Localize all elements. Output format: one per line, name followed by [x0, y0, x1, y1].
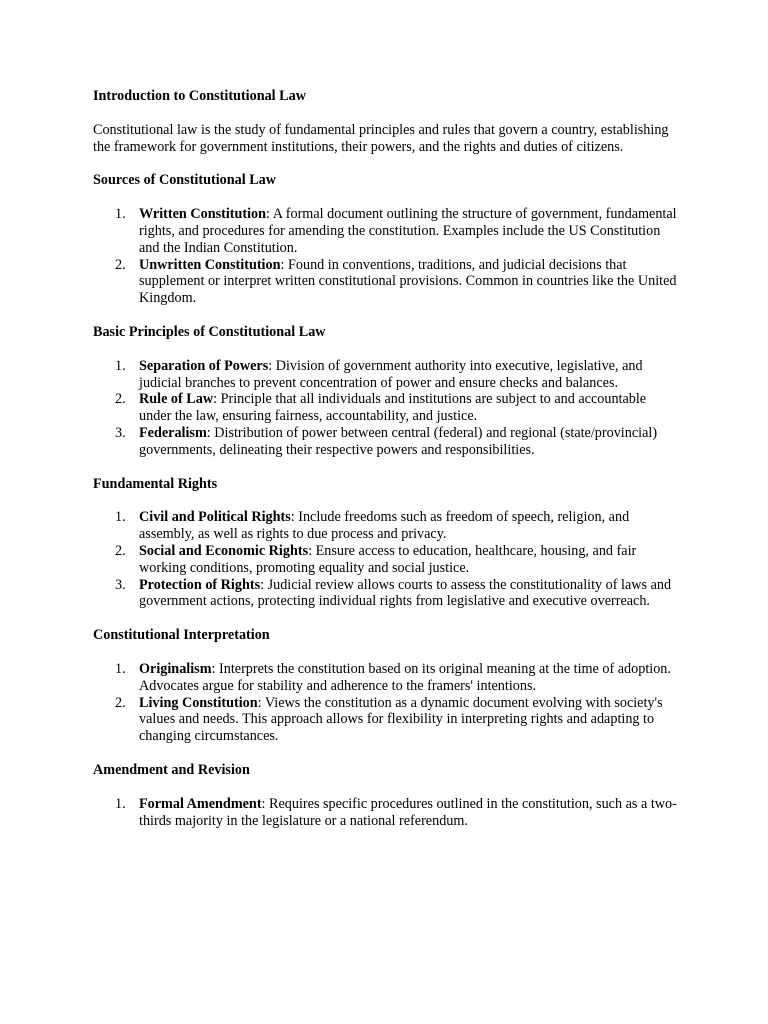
section-heading: Basic Principles of Constitutional Law — [93, 323, 326, 340]
list-item — [93, 206, 680, 256]
list-item — [93, 661, 680, 695]
list-item — [93, 796, 680, 830]
list-number: 1. — [115, 795, 126, 812]
document-title: Introduction to Constitutional Law — [93, 88, 306, 104]
list-item — [93, 425, 680, 459]
list-number: 1. — [115, 206, 126, 223]
list-item-term: Living Constitution — [139, 694, 258, 711]
list-number: 3. — [115, 424, 126, 441]
list-number: 2. — [115, 694, 126, 711]
list-item-term: Protection of Rights — [139, 576, 261, 593]
list-item-description: : Include freedoms such as freedom of speech, religion, and assembly, as well as rights to due process and privacy. — [139, 509, 630, 543]
numbered-list — [93, 358, 680, 459]
list-item — [93, 695, 680, 745]
list-item-term: Social and Economic Rights — [139, 542, 309, 559]
list-item-description: : Ensure access to education, healthcare, housing, and fair working conditions, promoting equality and social justice. — [139, 542, 637, 576]
list-item-term: Rule of Law — [139, 391, 214, 408]
list-item-description: : Division of government authority into executive, legislative, and judicial branches to prevent concentration of power and ensure checks and balances. — [139, 357, 643, 391]
list-item-description: : Judicial review allows courts to assess the constitutionality of laws and government actions, protecting individual rights from legislative and executive overreach. — [139, 576, 672, 610]
intro-paragraph: Constitutional law is the study of fundamental principles and rules that govern a country, establishing the framework for government institutions, their powers, and the rights and duties of citizens. — [93, 121, 669, 155]
section-basic-principles — [93, 324, 680, 459]
list-number: 1. — [115, 509, 126, 526]
section-heading: Amendment and Revision — [93, 761, 250, 778]
list-item — [93, 509, 680, 543]
section-constitutional-interpretation — [93, 627, 680, 745]
list-item-term: Civil and Political Rights — [139, 509, 291, 526]
list-item-description: : Interprets the constitution based on its original meaning at the time of adoption. Advocates argue for stability and adherence to the framers' intentions. — [139, 660, 671, 694]
list-item-term: Unwritten Constitution — [139, 256, 281, 273]
section-sources — [93, 172, 680, 307]
list-item — [93, 577, 680, 611]
list-item-description: : A formal document outlining the structure of government, fundamental rights, and procedures for amending the constitution. Examples include the US Constitution and the Indian Constitution. — [139, 206, 677, 256]
list-number: 3. — [115, 576, 126, 593]
list-item-term: Formal Amendment — [139, 795, 262, 812]
list-number: 2. — [115, 256, 126, 273]
list-item — [93, 543, 680, 577]
list-number: 2. — [115, 542, 126, 559]
list-item-term: Federalism — [139, 424, 207, 441]
list-item-term: Separation of Powers — [139, 357, 269, 374]
section-heading: Constitutional Interpretation — [93, 627, 270, 644]
numbered-list — [93, 661, 680, 745]
list-number: 1. — [115, 357, 126, 374]
list-item — [93, 358, 680, 392]
list-item-description: : Principle that all individuals and institutions are subject to and accountable under the law, ensuring fairness, accountability, and justice. — [139, 391, 647, 425]
list-item — [93, 257, 680, 307]
numbered-list — [93, 796, 680, 830]
list-item-description: : Requires specific procedures outlined in the constitution, such as a two-thirds majority in the legislature or a national referendum. — [139, 795, 677, 829]
list-item — [93, 391, 680, 425]
numbered-list — [93, 206, 680, 307]
list-item-term: Originalism — [139, 660, 212, 677]
section-fundamental-rights — [93, 476, 680, 611]
list-item-description: : Found in conventions, traditions, and judicial decisions that supplement or interpret written constitutional provisions. Common in countries like the United Kingdom. — [139, 256, 677, 307]
section-heading: Sources of Constitutional Law — [93, 172, 277, 189]
list-number: 2. — [115, 391, 126, 408]
numbered-list — [93, 509, 680, 610]
list-number: 1. — [115, 660, 126, 677]
list-item-description: : Views the constitution as a dynamic document evolving with society's values and needs. This approach allows for flexibility in interpreting rights and adapting to changing circumstances. — [139, 694, 663, 745]
list-item-term: Written Constitution — [139, 206, 267, 223]
section-amendment-revision — [93, 762, 680, 829]
section-heading: Fundamental Rights — [93, 475, 218, 492]
list-item-description: : Distribution of power between central (federal) and regional (state/provincial) governments, delineating their respective powers and responsibilities. — [139, 424, 658, 458]
